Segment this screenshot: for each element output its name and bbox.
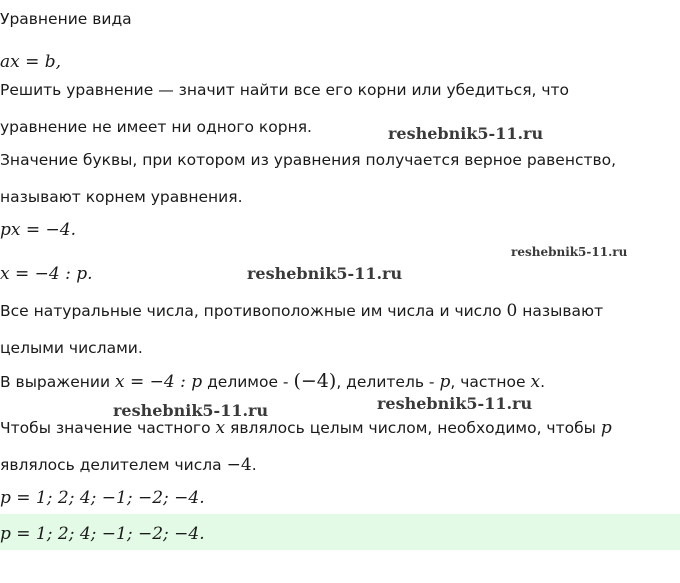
condition-period: . [251,456,257,474]
equation-ax-b: ax = b, [0,52,62,72]
number-zero: 0 [506,301,518,321]
answer-values: p = 1; 2; 4; −1; −2; −4. [0,524,205,544]
expression-dividend: (−4) [293,370,337,392]
expression-period: . [540,373,546,391]
text-line-condition [0,418,612,438]
text-line-solve-def-cont: уравнение не имеет ни одного корня. [0,118,312,136]
text-line-root-def: Значение буквы, при котором из уравнения получается верное равенство, [0,151,617,169]
condition-p: p [600,418,612,438]
condition-number: −4 [226,455,252,475]
expression-divisor: p [439,372,451,392]
text-line-integers [0,301,603,321]
expression-text-a: В выражении [0,373,111,391]
solution-values: p = 1; 2; 4; −1; −2; −4. [0,488,205,508]
expression-dividend-label: делимое - [207,373,289,391]
watermark: reshebnik5-11.ru [113,401,269,420]
integers-text-a: Все натуральные числа, противоположные им числа и число [0,302,502,320]
expression-quotient: x [530,372,541,392]
condition-x: x [215,418,226,438]
text-line-integers-cont: целыми числами. [0,339,143,357]
expression-formula: x = −4 : p [115,372,203,392]
watermark: reshebnik5-11.ru [511,245,628,259]
equation-px: px = −4. [0,220,76,240]
equation-x: x = −4 : p. [0,264,93,284]
text-line-root-def-cont: называют корнем уравнения. [0,188,243,206]
watermark: reshebnik5-11.ru [247,264,403,283]
text-line-solve-def: Решить уравнение — значит найти все его корни или убедиться, что [0,81,570,99]
text-line-intro: Уравнение вида [0,10,132,28]
text-line-expression [0,371,545,392]
condition-cont-text: являлось делителем числа [0,456,222,474]
condition-text-a: Чтобы значение частного [0,419,211,437]
condition-text-c: являлось целым числом, необходимо, чтобы [230,419,596,437]
watermark: reshebnik5-11.ru [377,394,533,413]
expression-quotient-label: , частное [450,373,526,391]
expression-divisor-label: , делитель - [336,373,435,391]
text-line-condition-cont [0,455,257,475]
integers-text-c: называют [522,302,604,320]
watermark: reshebnik5-11.ru [388,124,544,143]
